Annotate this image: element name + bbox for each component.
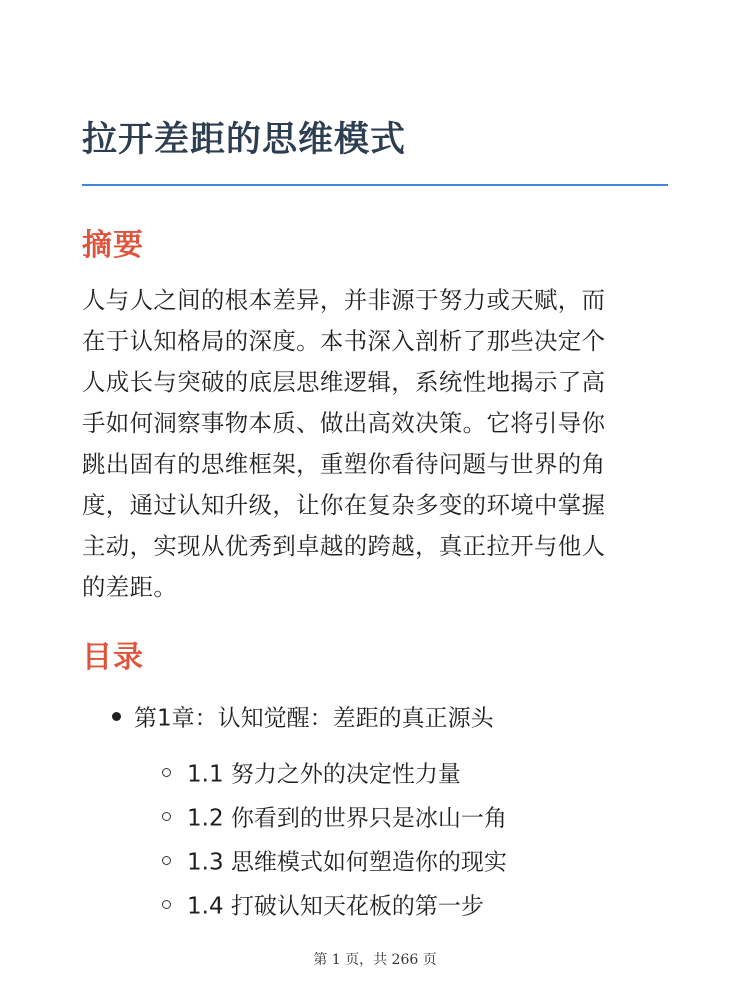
abstract-line: 在于认知格局的深度。本书深入剖析了那些决定个 bbox=[82, 327, 606, 355]
toc-chapter-1[interactable] bbox=[112, 698, 494, 738]
abstract-line: 的差距。 bbox=[82, 573, 178, 601]
bullet-circle-icon bbox=[162, 768, 171, 777]
toc-heading: 目录 bbox=[82, 640, 144, 675]
abstract-line: 主动，实现从优秀到卓越的跨越，真正拉开与他人 bbox=[82, 532, 606, 560]
abstract-line: 跳出固有的思维框架，重塑你看待问题与世界的角 bbox=[82, 450, 606, 478]
abstract-heading: 摘要 bbox=[82, 228, 144, 263]
toc-section-1-3[interactable] bbox=[162, 842, 507, 882]
abstract-line: 手如何洞察事物本质、做出高效决策。它将引导你 bbox=[82, 409, 606, 437]
abstract-line: 人成长与突破的底层思维逻辑，系统性地揭示了高 bbox=[82, 368, 606, 396]
toc-section-label[interactable]: 1.1 努力之外的决定性力量 bbox=[187, 761, 461, 788]
abstract-paragraph bbox=[82, 280, 682, 608]
toc-section-1-4[interactable] bbox=[162, 886, 484, 926]
abstract-line: 人与人之间的根本差异，并非源于努力或天赋，而 bbox=[82, 286, 606, 314]
toc-section-label[interactable]: 1.2 你看到的世界只是冰山一角 bbox=[187, 805, 507, 832]
toc-section-label[interactable]: 1.4 打破认知天花板的第一步 bbox=[187, 893, 484, 920]
bullet-circle-icon bbox=[162, 856, 171, 865]
document-title: 拉开差距的思维模式 bbox=[82, 120, 407, 160]
toc-section-1-2[interactable] bbox=[162, 798, 507, 838]
bullet-disc-icon bbox=[112, 712, 121, 721]
toc-section-label[interactable]: 1.3 思维模式如何塑造你的现实 bbox=[187, 849, 507, 876]
page-number-footer: 第 1 页，共 266 页 bbox=[313, 952, 437, 968]
toc-section-1-1[interactable] bbox=[162, 754, 461, 794]
toc-chapter-label[interactable]: 第1章：认知觉醒：差距的真正源头 bbox=[134, 705, 494, 732]
bullet-circle-icon bbox=[162, 812, 171, 821]
bullet-circle-icon bbox=[162, 900, 171, 909]
title-divider bbox=[82, 184, 668, 186]
abstract-line: 度，通过认知升级，让你在复杂多变的环境中掌握 bbox=[82, 491, 606, 519]
